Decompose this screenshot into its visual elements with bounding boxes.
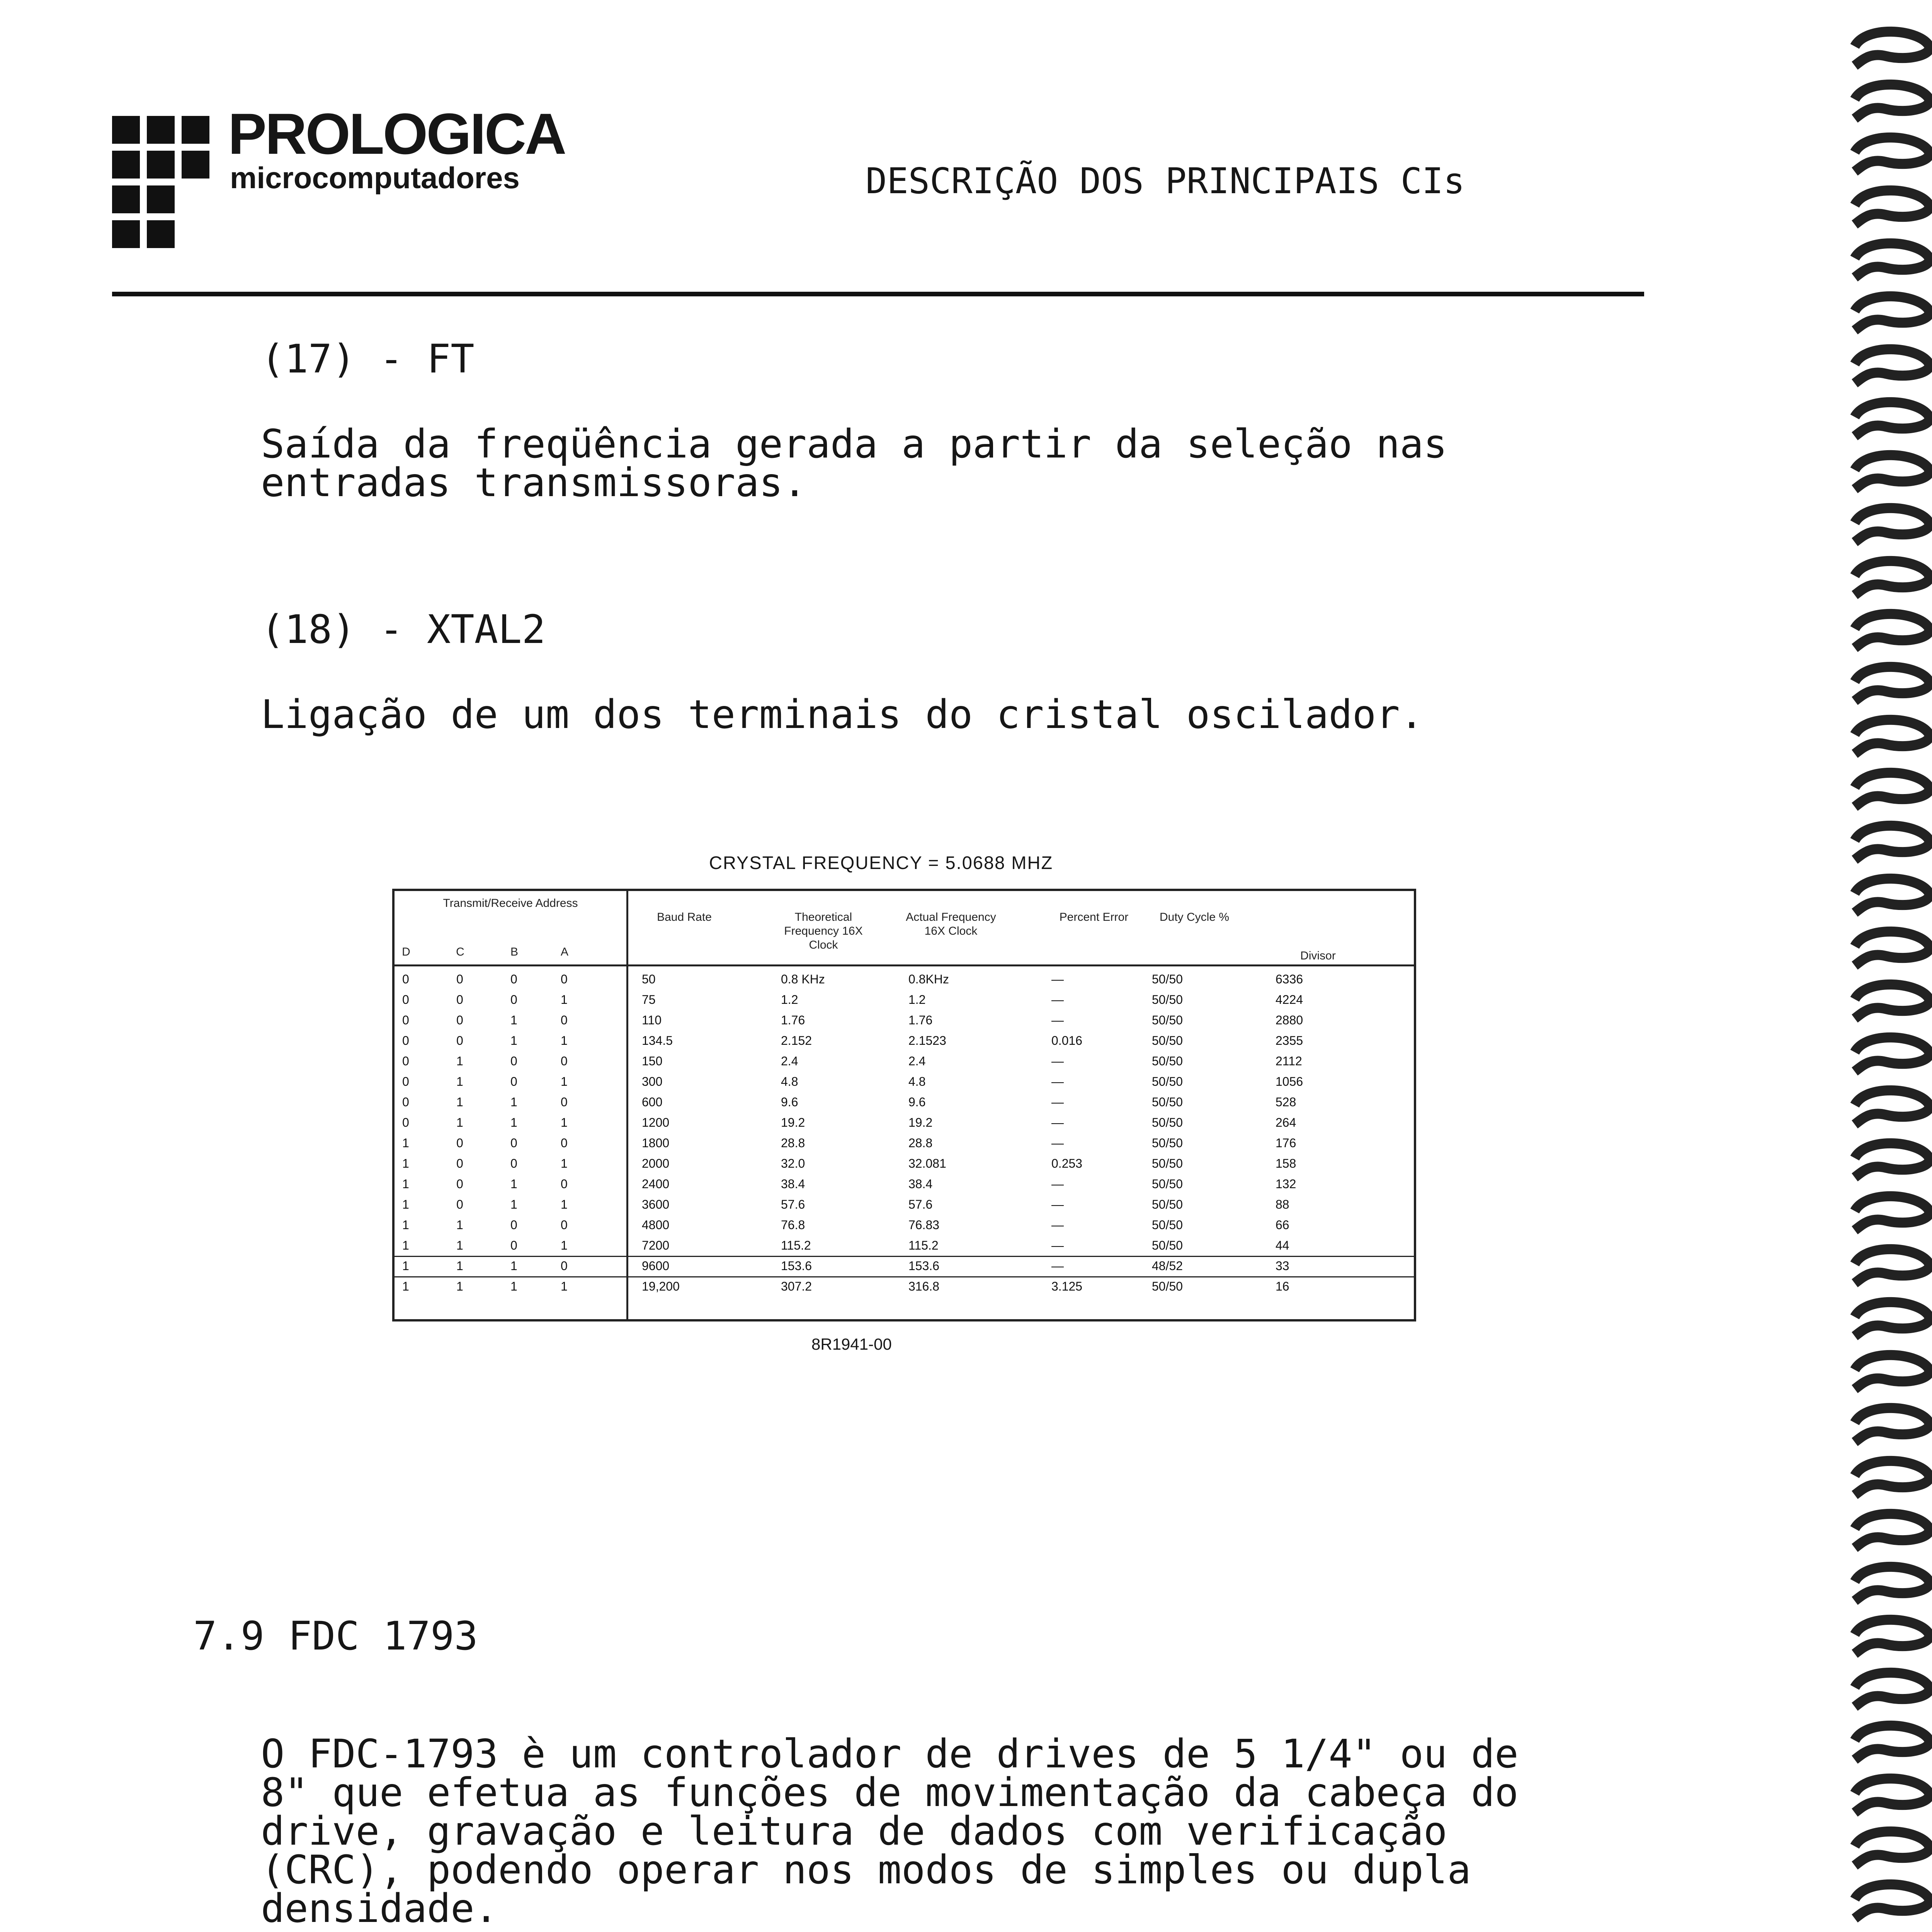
table-cell: 50/50 <box>1152 1034 1183 1048</box>
table-cell: 50/50 <box>1152 1136 1183 1150</box>
table-cell: 0 <box>510 1054 517 1068</box>
table-cell: 1 <box>402 1238 409 1252</box>
table-cell: 32.0 <box>781 1156 805 1170</box>
table-cell: 1 <box>402 1177 409 1191</box>
section-title: DESCRIÇÃO DOS PRINCIPAIS CIs <box>866 160 1465 202</box>
table-cell: 33 <box>1276 1259 1289 1273</box>
table-cell: 0.8KHz <box>908 972 949 986</box>
table-cell: 1 <box>561 993 568 1007</box>
table-cell: 76.8 <box>781 1218 805 1232</box>
table-cell: 300 <box>642 1075 663 1088</box>
table-cell: — <box>1051 1013 1064 1027</box>
table-cell: 0 <box>456 1136 463 1150</box>
table-column-header: Divisor <box>1300 949 1336 962</box>
section-text-line1: O FDC-1793 è um controlador de drives de 5 1/4" ou de <box>261 1731 1519 1777</box>
section-text-line3: drive, gravação e leitura de dados com verificação <box>261 1808 1447 1854</box>
table-cell: 1.76 <box>908 1013 933 1027</box>
table-cell: 3600 <box>642 1197 670 1211</box>
table-cell: 0 <box>510 993 517 1007</box>
table-cell: 19,200 <box>642 1279 680 1293</box>
table-column-header: D <box>402 946 410 958</box>
address-header: Transmit/Receive Address <box>443 897 578 910</box>
spiral-loop <box>1855 932 1929 966</box>
table-cell: 0 <box>561 1013 568 1027</box>
table-cell: 115.2 <box>908 1238 939 1252</box>
table-column-header: B <box>510 946 518 958</box>
logo-mark-icon <box>112 116 213 270</box>
table-cell: 1200 <box>642 1116 670 1129</box>
pin18-text: Ligação de um dos terminais do cristal oscilador. <box>261 692 1424 738</box>
table-cell: 0 <box>456 1197 463 1211</box>
table-cell: 4800 <box>642 1218 670 1232</box>
table-cell: 0 <box>456 1013 463 1027</box>
table-cell: 1 <box>456 1238 463 1252</box>
table-cell: 1 <box>561 1197 568 1211</box>
table-cell: — <box>1051 993 1064 1007</box>
table-cell: 0 <box>456 993 463 1007</box>
table-column-header: Percent Error <box>1059 911 1129 923</box>
table-cell: 110 <box>642 1013 662 1027</box>
table-cell: 2880 <box>1276 1013 1303 1027</box>
spiral-loop <box>1855 614 1929 648</box>
table-cell: 50/50 <box>1152 972 1183 986</box>
spiral-loop <box>1855 1196 1929 1230</box>
table-cell: 50 <box>642 972 656 986</box>
table-cell: 1 <box>456 1279 463 1293</box>
table-cell: 316.8 <box>908 1279 940 1293</box>
spiral-loop <box>1855 1461 1929 1495</box>
table-cell: — <box>1051 1095 1064 1109</box>
table-cell: 57.6 <box>908 1197 933 1211</box>
spiral-loop <box>1855 1302 1929 1336</box>
table-column-header: Duty Cycle % <box>1159 911 1230 923</box>
figure-title: CRYSTAL FREQUENCY = 5.0688 MHZ <box>709 852 1053 873</box>
table-cell: 38.4 <box>908 1177 933 1191</box>
table-cell: 50/50 <box>1152 1075 1183 1088</box>
table-cell: 1 <box>402 1279 409 1293</box>
table-cell: 4.8 <box>781 1075 798 1088</box>
table-cell: 50/50 <box>1152 1054 1183 1068</box>
table-cell: 134.5 <box>642 1034 673 1048</box>
table-cell: 28.8 <box>908 1136 933 1150</box>
spiral-loop <box>1855 1832 1929 1866</box>
figure-id: 8R1941-00 <box>811 1335 892 1353</box>
table-cell: 0.016 <box>1051 1034 1083 1048</box>
table-cell: 1 <box>510 1259 517 1273</box>
table-cell: 0 <box>402 1054 409 1068</box>
table-cell: 1 <box>561 1116 568 1129</box>
table-cell: 50/50 <box>1152 1095 1183 1109</box>
table-cell: — <box>1051 1054 1064 1068</box>
spiral-loop <box>1855 138 1929 172</box>
table-cell: 0 <box>456 1177 463 1191</box>
table-cell: 1 <box>456 1095 463 1109</box>
table-cell: 66 <box>1276 1218 1289 1232</box>
table-cell: 1 <box>510 1197 517 1211</box>
pin17-text-line1: Saída da freqüência gerada a partir da seleção nas <box>261 421 1447 467</box>
table-cell: 153.6 <box>781 1259 812 1273</box>
table-cell: 2355 <box>1276 1034 1303 1048</box>
table-cell: 9.6 <box>781 1095 798 1109</box>
spiral-loop <box>1855 1779 1929 1813</box>
table-cell: 0 <box>510 972 517 986</box>
spiral-loop <box>1855 296 1929 330</box>
table-cell: 307.2 <box>781 1279 812 1293</box>
spiral-loop <box>1855 1884 1929 1918</box>
table-row-rule <box>395 1276 1414 1277</box>
section-text-line2: 8" que efetua as funções de movimentação da cabeça do <box>261 1770 1519 1816</box>
table-cell: 2.1523 <box>908 1034 946 1048</box>
table-cell: 50/50 <box>1152 1238 1183 1252</box>
table-cell: 50/50 <box>1152 1197 1183 1211</box>
table-cell: 4224 <box>1276 993 1303 1007</box>
table-cell: 0 <box>561 972 568 986</box>
table-cell: 1 <box>456 1075 463 1088</box>
spiral-loop <box>1855 720 1929 754</box>
table-cell: 0 <box>510 1218 517 1232</box>
table-cell: 1.76 <box>781 1013 805 1027</box>
table-cell: 115.2 <box>781 1238 811 1252</box>
table-cell: 2.4 <box>781 1054 798 1068</box>
table-cell: 0 <box>561 1177 568 1191</box>
table-column-header: A <box>560 946 568 958</box>
table-cell: 0 <box>561 1136 568 1150</box>
table-cell: 1 <box>510 1095 517 1109</box>
table-cell: 3.125 <box>1051 1279 1083 1293</box>
table-cell: 1 <box>561 1279 568 1293</box>
table-cell: 28.8 <box>781 1136 805 1150</box>
table-cell: 1 <box>456 1259 463 1273</box>
table-cell: 176 <box>1276 1136 1296 1150</box>
spiral-loop <box>1855 190 1929 224</box>
spiral-loop <box>1855 402 1929 436</box>
spiral-loop <box>1855 1514 1929 1548</box>
header-divider <box>112 292 1644 296</box>
table-cell: — <box>1051 1075 1064 1088</box>
table-cell: 1 <box>402 1259 409 1273</box>
section-heading: 7.9 FDC 1793 <box>193 1613 478 1659</box>
table-cell: 264 <box>1276 1116 1296 1129</box>
spiral-loop <box>1855 85 1929 119</box>
spiral-loop <box>1855 1355 1929 1389</box>
table-column-header: Theoretical Frequency 16X Clock <box>784 911 863 951</box>
table-cell: 7200 <box>642 1238 670 1252</box>
spiral-loop <box>1855 1620 1929 1654</box>
spiral-loop <box>1855 985 1929 1019</box>
table-cell: 50/50 <box>1152 1116 1183 1129</box>
table-cell: 2.152 <box>781 1034 812 1048</box>
table-cell: 1.2 <box>908 993 926 1007</box>
table-cell: 38.4 <box>781 1177 805 1191</box>
table-column-header: C <box>456 946 464 958</box>
spiral-loop <box>1855 1143 1929 1177</box>
table-cell: 2000 <box>642 1156 670 1170</box>
table-cell: — <box>1051 1197 1064 1211</box>
spiral-loop <box>1855 455 1929 489</box>
table-cell: 32.081 <box>908 1156 946 1170</box>
table-cell: 44 <box>1276 1238 1289 1252</box>
table-row-rule <box>395 1256 1414 1257</box>
table-cell: 1056 <box>1276 1075 1303 1088</box>
table-cell: 48/52 <box>1152 1259 1183 1273</box>
spiral-loop <box>1855 879 1929 913</box>
table-cell: 50/50 <box>1152 1156 1183 1170</box>
table-cell: 1 <box>402 1136 409 1150</box>
table-cell: 0 <box>510 1156 517 1170</box>
table-cell: 1 <box>561 1034 568 1048</box>
table-cell: 75 <box>642 993 656 1007</box>
table-cell: 0 <box>402 1013 409 1027</box>
table-cell: — <box>1051 1116 1064 1129</box>
table-cell: — <box>1051 972 1064 986</box>
table-cell: 0 <box>456 972 463 986</box>
pin18-heading: (18) - XTAL2 <box>261 607 546 653</box>
table-cell: 0.8 KHz <box>781 972 825 986</box>
table-cell: 1 <box>456 1054 463 1068</box>
table-cell: — <box>1051 1177 1064 1191</box>
table-cell: 1 <box>510 1034 517 1048</box>
table-cell: — <box>1051 1136 1064 1150</box>
table-cell: 1 <box>510 1177 517 1191</box>
table-cell: 1.2 <box>781 993 798 1007</box>
spiral-loop <box>1855 561 1929 595</box>
table-column-header: Actual Frequency 16X Clock <box>906 911 996 937</box>
spiral-loop <box>1855 243 1929 277</box>
table-cell: 50/50 <box>1152 993 1183 1007</box>
table-cell: 9.6 <box>908 1095 926 1109</box>
table-cell: 132 <box>1276 1177 1296 1191</box>
table-cell: — <box>1051 1218 1064 1232</box>
baud-rate-table <box>392 889 1416 1321</box>
spiral-loop <box>1855 826 1929 860</box>
pin17-text-line2: entradas transmissoras. <box>261 460 807 506</box>
table-cell: 88 <box>1276 1197 1289 1211</box>
table-cell: 0 <box>456 1034 463 1048</box>
table-cell: 50/50 <box>1152 1013 1183 1027</box>
spiral-loop <box>1855 1567 1929 1601</box>
table-cell: 2112 <box>1276 1054 1302 1068</box>
table-cell: 1 <box>510 1013 517 1027</box>
table-cell: 0 <box>402 1034 409 1048</box>
table-cell: 2400 <box>642 1177 670 1191</box>
table-cell: 76.83 <box>908 1218 940 1232</box>
table-cell: 4.8 <box>908 1075 926 1088</box>
table-divider <box>626 891 628 1319</box>
pin17-heading: (17) - FT <box>261 336 474 382</box>
table-cell: 1800 <box>642 1136 670 1150</box>
table-cell: 57.6 <box>781 1197 805 1211</box>
spiral-loop <box>1855 773 1929 807</box>
table-cell: 1 <box>402 1218 409 1232</box>
table-cell: — <box>1051 1259 1064 1273</box>
table-cell: 1 <box>561 1238 568 1252</box>
table-cell: 0 <box>402 1095 409 1109</box>
spiral-loop <box>1855 1673 1929 1707</box>
table-cell: 1 <box>510 1279 517 1293</box>
table-cell: 528 <box>1276 1095 1296 1109</box>
table-cell: 19.2 <box>781 1116 805 1129</box>
spiral-loop <box>1855 1037 1929 1071</box>
table-cell: 1 <box>561 1156 568 1170</box>
brand-subtitle: microcomputadores <box>230 161 520 195</box>
table-cell: 153.6 <box>908 1259 940 1273</box>
table-cell: 1 <box>561 1075 568 1088</box>
table-cell: 0 <box>561 1095 568 1109</box>
spiral-loop <box>1855 508 1929 542</box>
table-cell: 16 <box>1276 1279 1289 1293</box>
table-cell: 0 <box>510 1238 517 1252</box>
table-cell: 0 <box>402 972 409 986</box>
spiral-loop <box>1855 1726 1929 1760</box>
table-cell: 19.2 <box>908 1116 933 1129</box>
table-cell: 2.4 <box>908 1054 926 1068</box>
table-cell: 50/50 <box>1152 1279 1183 1293</box>
spiral-loop <box>1855 1408 1929 1442</box>
table-cell: 1 <box>510 1116 517 1129</box>
table-cell: 1 <box>456 1218 463 1232</box>
table-column-header: Baud Rate <box>657 911 712 923</box>
spiral-loop <box>1855 1090 1929 1124</box>
spiral-loop <box>1855 349 1929 383</box>
table-cell: 1 <box>402 1197 409 1211</box>
table-cell: 0 <box>456 1156 463 1170</box>
table-cell: 1 <box>456 1116 463 1129</box>
table-cell: 0 <box>402 1075 409 1088</box>
section-text-line5: densidade. <box>261 1886 498 1932</box>
table-cell: 0 <box>510 1136 517 1150</box>
table-cell: 600 <box>642 1095 663 1109</box>
spiral-loop <box>1855 32 1929 66</box>
table-cell: 150 <box>642 1054 663 1068</box>
brand-name: PROLOGICA <box>228 101 565 166</box>
table-cell: 158 <box>1276 1156 1296 1170</box>
table-cell: 0 <box>402 1116 409 1129</box>
table-cell: 0 <box>402 993 409 1007</box>
table-cell: — <box>1051 1238 1064 1252</box>
table-cell: 50/50 <box>1152 1218 1183 1232</box>
table-cell: 6336 <box>1276 972 1303 986</box>
table-cell: 9600 <box>642 1259 670 1273</box>
table-header-rule <box>395 964 1414 966</box>
section-text-line4: (CRC), podendo operar nos modos de simples ou dupla <box>261 1847 1471 1893</box>
table-cell: 0 <box>510 1075 517 1088</box>
table-cell: 0.253 <box>1051 1156 1083 1170</box>
spiral-binding-icon <box>1839 23 1932 1932</box>
table-cell: 0 <box>561 1054 568 1068</box>
spiral-loop <box>1855 1249 1929 1283</box>
table-cell: 0 <box>561 1218 568 1232</box>
table-cell: 0 <box>561 1259 568 1273</box>
table-cell: 50/50 <box>1152 1177 1183 1191</box>
table-cell: 1 <box>402 1156 409 1170</box>
spiral-loop <box>1855 667 1929 701</box>
